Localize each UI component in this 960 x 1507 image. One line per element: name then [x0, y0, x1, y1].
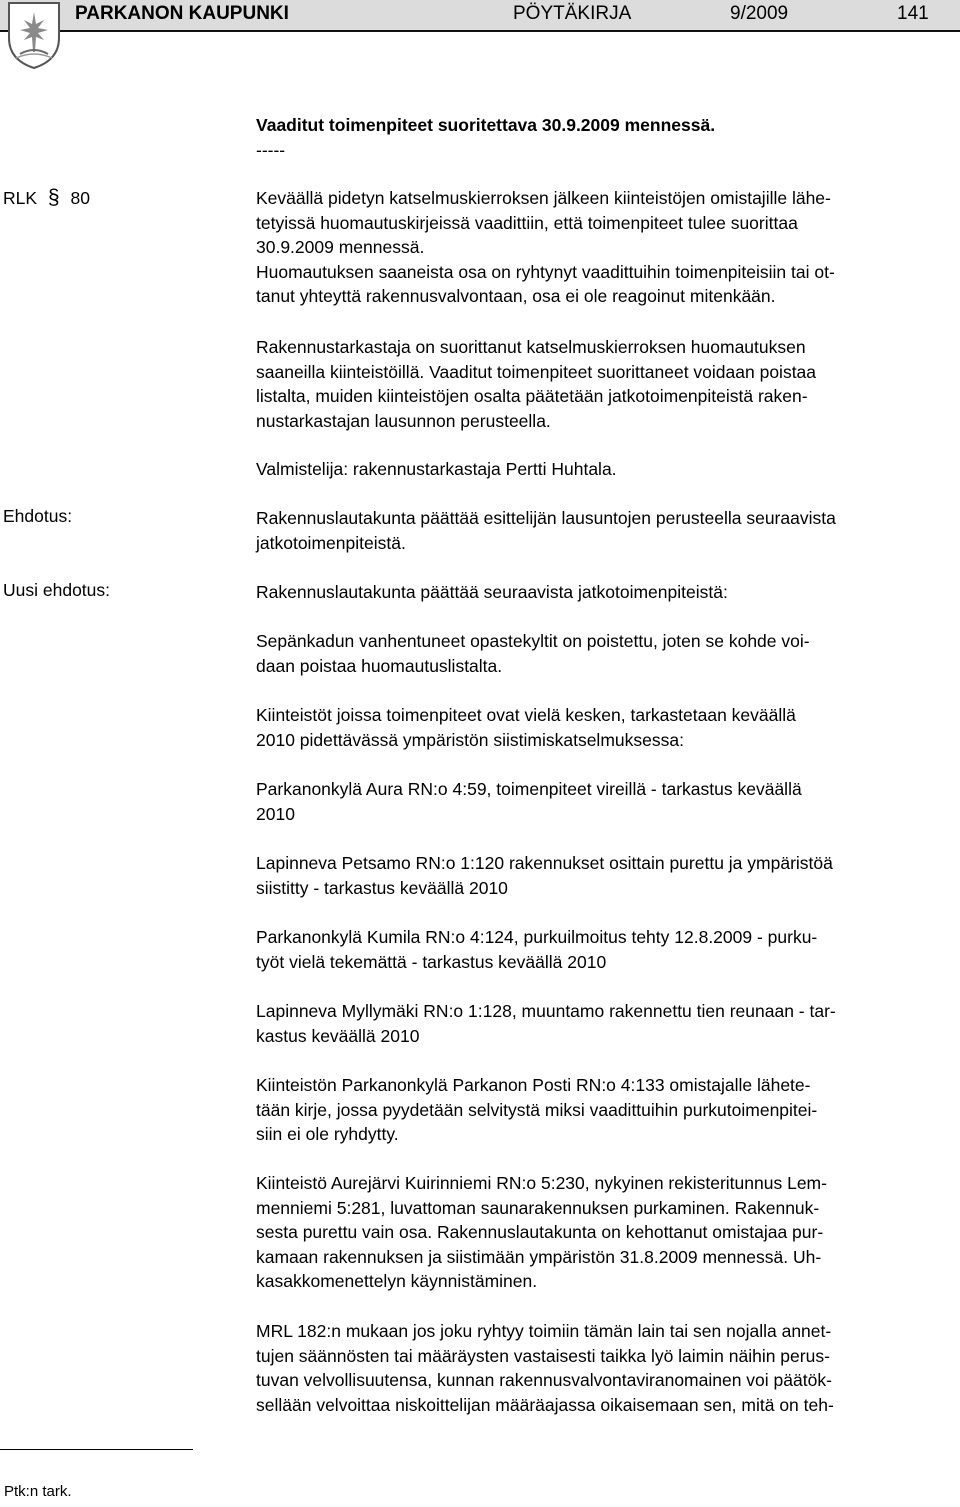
- required-actions-heading: [256, 113, 958, 162]
- minutes-checker-label: Ptk:n tark.: [4, 1483, 72, 1500]
- text-line: saaneilla kiinteistöillä. Vaaditut toimenpiteet suorittaneet voidaan poistaa: [256, 361, 817, 382]
- meeting-number: 9/2009: [730, 3, 789, 24]
- property-item-aura: [256, 777, 958, 826]
- text-line: listalta, muiden kiinteistöjen osalta päätetään jatkotoimenpiteistä raken-: [256, 386, 808, 406]
- text-line: Kiinteistö Aurejärvi Kuirinniemi RN:o 5:230, nykyinen rekisteritunnus Lem-: [256, 1173, 827, 1193]
- coat-of-arms-icon: [6, 0, 62, 70]
- mrl-paragraph: [256, 1319, 958, 1417]
- text-line: työt vielä tekemättä - tarkastus keväällä 2010: [256, 951, 607, 972]
- text-line: kastus keväällä 2010: [256, 1025, 420, 1046]
- text-line: Huomautuksen saaneista osa on ryhtynyt vaadittuihin toimenpiteisiin tai ot-: [256, 261, 835, 282]
- text-line: tään kirje, jossa pyydetään selvitystä miksi vaadittuihin purkutoimenpitei-: [256, 1099, 818, 1120]
- proposal-label: Ehdotus:: [3, 506, 73, 526]
- text-line: MRL 182:n mukaan jos joku ryhtyy toimiin tämän lain tai sen nojalla annet-: [256, 1321, 832, 1341]
- text-line: jatkotoimenpiteistä.: [256, 532, 406, 553]
- text-line: daan poistaa huomautuslistalta.: [256, 655, 503, 676]
- text-line: kamaan rakennuksen ja siistimään ympäristön 31.8.2009 mennessä. Uh-: [256, 1246, 822, 1267]
- property-item-kumila: [256, 925, 958, 974]
- text-line: sesta purettu vain osa. Rakennuslautakunta on kehottanut omistajaa pur-: [256, 1222, 824, 1242]
- text-line: kasakkomenettelyn käynnistäminen.: [256, 1271, 538, 1291]
- section-mark: §: [47, 186, 60, 209]
- text-line: Parkanonkylä Kumila RN:o 4:124, purkuilmoitus tehty 12.8.2009 - purku-: [256, 927, 818, 947]
- property-item-kuirinniemi: [256, 1171, 958, 1294]
- paragraph-3: [256, 335, 958, 433]
- text-line: Kiinteistöt joissa toimenpiteet ovat vielä kesken, tarkastetaan keväällä: [256, 705, 796, 725]
- text-line: sellään velvoittaa niskoittelijan määräajassa oikaisemaan sen, mitä on teh-: [256, 1394, 834, 1415]
- section-number: 80: [70, 188, 90, 208]
- intro-bold-line: Vaaditut toimenpiteet suoritettava 30.9.2009 mennessä.: [256, 115, 716, 135]
- text-line: Keväällä pidetyn katselmuskierroksen jälkeen kiinteistöjen omistajille lähe-: [256, 188, 831, 208]
- text-line: Lapinneva Petsamo RN:o 1:120 rakennukset osittain purettu ja ympäristöä: [256, 853, 833, 873]
- preparer-line: [256, 457, 958, 482]
- text-line: tujen säännösten tai määräysten vastaisesti taikka lyö laimin näihin perus-: [256, 1345, 830, 1366]
- property-item-posti: [256, 1073, 958, 1147]
- property-item-myllymaki: [256, 999, 958, 1048]
- text-line: tuvan velvollisuutensa, kunnan rakennusvalvontaviranomainen voi päätök-: [256, 1370, 832, 1390]
- text-line: menniemi 5:281, luvattoman saunarakennuksen purkaminen. Rakennuk-: [256, 1197, 820, 1218]
- property-item-petsamo: [256, 851, 958, 900]
- paragraph-5: [256, 629, 958, 678]
- text-line: Parkanonkylä Aura RN:o 4:59, toimenpiteet vireillä - tarkastus keväällä: [256, 779, 802, 799]
- paragraph-1: [256, 186, 958, 309]
- section-label: [3, 186, 90, 210]
- org-name: PARKANON KAUPUNKI: [75, 3, 289, 24]
- board-abbreviation: RLK: [3, 188, 38, 208]
- proposal-text: [256, 506, 958, 555]
- intro-dashes: -----: [256, 139, 286, 160]
- text-line: Sepänkadun vanhentuneet opastekyltit on poistettu, joten se kohde voi-: [256, 631, 810, 651]
- page-number: 141: [897, 3, 929, 24]
- text-line: Kiinteistön Parkanonkylä Parkanon Posti RN:o 4:133 omistajalle lähete-: [256, 1075, 811, 1095]
- text-line: Rakennuslautakunta päättää esittelijän lausuntojen perusteella seuraavista: [256, 508, 836, 528]
- text-line: siistitty - tarkastus keväällä 2010: [256, 877, 508, 898]
- text-line: tanut yhteyttä rakennusvalvontaan, osa ei ole reagoinut mitenkään.: [256, 286, 776, 306]
- document-type: PÖYTÄKIRJA: [513, 3, 632, 24]
- new-proposal-label: Uusi ehdotus:: [3, 580, 111, 600]
- text-line: nustarkastajan lausunnon perusteella.: [256, 410, 551, 431]
- text-line: 30.9.2009 mennessä.: [256, 237, 425, 257]
- text-line: 2010 pidettävässä ympäristön siistimiskatselmuksessa:: [256, 729, 684, 750]
- text-line: tetyissä huomautuskirjeissä vaadittiin, että toimenpiteet tulee suorittaa: [256, 212, 798, 233]
- text-line: siin ei ole ryhdytty.: [256, 1124, 399, 1144]
- text-line: Rakennustarkastaja on suorittanut katselmuskierroksen huomautuksen: [256, 337, 806, 357]
- text-line: Rakennuslautakunta päättää seuraavista jatkotoimenpiteistä:: [256, 582, 728, 602]
- text-line: Valmistelija: rakennustarkastaja Pertti Huhtala.: [256, 459, 617, 479]
- new-proposal-text: [256, 580, 958, 605]
- text-line: 2010: [256, 803, 295, 824]
- paragraph-6: [256, 703, 958, 752]
- footer-rule: [0, 1449, 193, 1450]
- text-line: Lapinneva Myllymäki RN:o 1:128, muuntamo rakennettu tien reunaan - tar-: [256, 1001, 836, 1021]
- page-header: [0, 0, 960, 32]
